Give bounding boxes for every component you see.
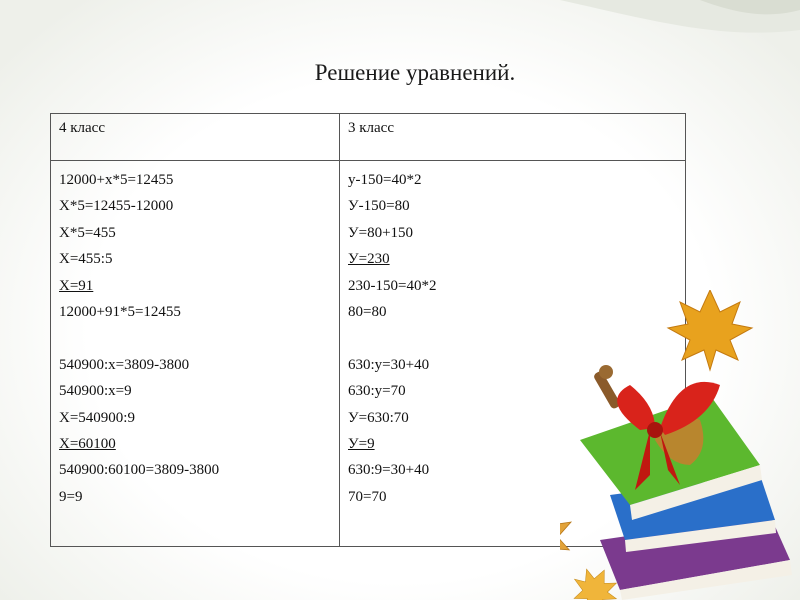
equation-line: X=455:5 xyxy=(59,251,113,268)
equation-line: X=91 xyxy=(59,277,94,294)
header-grade-4: 4 класс xyxy=(51,114,340,161)
equation-line: 540900:60100=3809-3800 xyxy=(59,462,220,479)
equation-line: 12000+91*5=12455 xyxy=(59,303,181,320)
equations-table xyxy=(50,113,686,547)
blank-line xyxy=(59,325,331,351)
equation-line: У=230 xyxy=(348,251,390,268)
blank-line xyxy=(348,325,677,351)
equation-line: 630:9=30+40 xyxy=(348,462,430,479)
equation-line: 230-150=40*2 xyxy=(348,277,437,294)
grade-4-solutions xyxy=(51,161,340,547)
equation-line: X*5=12455-12000 xyxy=(59,198,174,215)
equation-line: 630:y=70 xyxy=(348,383,406,400)
grade-3-solutions xyxy=(340,161,686,547)
equation-line: 630:y=30+40 xyxy=(348,356,430,373)
equation-line: 540900:x=3809-3800 xyxy=(59,356,190,373)
header-grade-3: 3 класс xyxy=(340,114,686,161)
equation-line: У=80+150 xyxy=(348,224,414,241)
table-header-row xyxy=(51,114,686,161)
equation-line: У-150=80 xyxy=(348,198,410,215)
equation-line: y-150=40*2 xyxy=(348,172,422,188)
equation-line: 70=70 xyxy=(348,488,387,505)
page-title: Решение уравнений. xyxy=(314,60,516,85)
equation-line: У=9 xyxy=(348,435,375,452)
equation-line: 12000+x*5=12455 xyxy=(59,172,174,188)
equation-line: У=630:70 xyxy=(348,409,409,426)
equation-line: X=60100 xyxy=(59,435,116,452)
equation-line: X*5=455 xyxy=(59,224,116,241)
equation-line: 540900:x=9 xyxy=(59,383,132,400)
equation-line: 9=9 xyxy=(59,488,83,505)
table-body-row xyxy=(51,161,686,547)
equation-line: 80=80 xyxy=(348,303,387,320)
equation-line: X=540900:9 xyxy=(59,409,135,426)
